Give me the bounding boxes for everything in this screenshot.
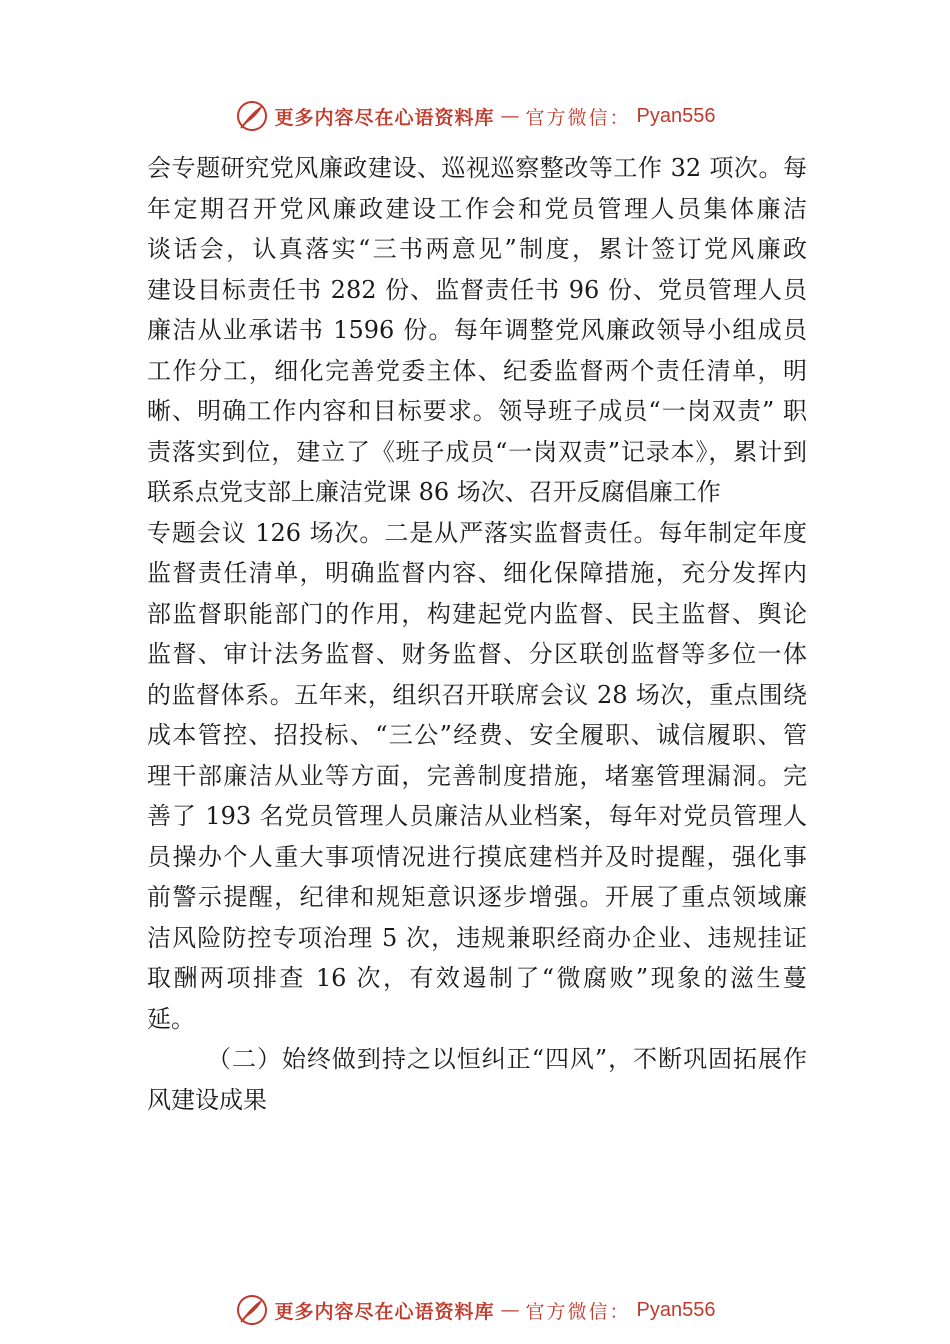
watermark-title: 更多内容尽在心语资料库: [274, 1300, 495, 1323]
document-body: [147, 148, 807, 1120]
text-line: 理干部廉洁从业等方面，完善制度措施，堵塞管理漏洞。完: [147, 761, 807, 790]
text-line: 建设目标责任书 282 份、监督责任书 96 份、党员管理人员: [147, 275, 807, 304]
watermark-dash: —: [500, 105, 520, 127]
text-line: 会专题研究党风廉政建设、巡视巡察整改等工作 32 项次。每: [147, 154, 807, 182]
text-line: 工作分工，细化完善党委主体、纪委监督两个责任清单，明: [147, 356, 807, 385]
watermark-official-label: 官方微信：: [525, 1300, 631, 1323]
header-watermark: [0, 96, 950, 136]
heading-line: 风建设成果: [147, 1085, 267, 1114]
text-line: 专题会议 126 场次。二是从严落实监督责任。每年制定年度: [147, 518, 807, 547]
text-line: 取酬两项排查 16 次，有效遏制了“微腐败”现象的滋生蔓: [147, 964, 807, 992]
text-line: 廉洁从业承诺书 1596 份。每年调整党风廉政领导小组成员: [147, 316, 807, 344]
text-line: 谈话会，认真落实“三书两意见”制度，累计签订党风廉政: [147, 235, 807, 263]
text-line: 员操办个人重大事项情况进行摸底建档并及时提醒，强化事: [147, 842, 807, 871]
text-line: 部监督职能部门的作用，构建起党内监督、民主监督、舆论: [147, 599, 807, 628]
text-line: 的监督体系。五年来，组织召开联席会议 28 场次，重点围绕: [147, 680, 807, 709]
text-line: 延。: [147, 1004, 195, 1033]
text-line: 联系点党支部上廉洁党课 86 场次、召开反腐倡廉工作: [147, 478, 721, 506]
watermark-dash: —: [500, 1299, 520, 1321]
footer-watermark: [0, 1290, 950, 1330]
watermark-wechat-id: Pyan556: [636, 1298, 716, 1321]
watermark-title: 更多内容尽在心语资料库: [274, 106, 495, 129]
text-line: 成本管控、招投标、“三公”经费、安全履职、诚信履职、管: [147, 721, 807, 749]
text-line: 年定期召开党风廉政建设工作会和党员管理人员集体廉洁: [147, 194, 807, 223]
paragraph-1: [147, 148, 807, 1039]
section-heading-2: [147, 1039, 807, 1120]
text-line: 监督、审计法务监督、财务监督、分区联创监督等多位一体: [147, 640, 807, 668]
quill-logo-icon: [235, 99, 269, 133]
text-line: 责落实到位，建立了《班子成员“一岗双责”记录本》，累计到: [147, 437, 807, 466]
text-line: 晰、明确工作内容和目标要求。领导班子成员“一岗双责” 职: [147, 397, 807, 425]
watermark-wechat-id: Pyan556: [636, 104, 716, 127]
watermark-official-label: 官方微信：: [525, 106, 631, 129]
text-line: 善了 193 名党员管理人员廉洁从业档案，每年对党员管理人: [147, 802, 807, 830]
quill-logo-icon: [235, 1293, 269, 1327]
text-line: 前警示提醒，纪律和规矩意识逐步增强。开展了重点领域廉: [147, 883, 807, 911]
text-line: 监督责任清单，明确监督内容、细化保障措施，充分发挥内: [147, 559, 807, 587]
text-line: 洁风险防控专项治理 5 次，违规兼职经商办企业、违规挂证: [147, 923, 807, 952]
heading-line: （二）始终做到持之以恒纠正“四风”，不断巩固拓展作: [207, 1045, 807, 1073]
